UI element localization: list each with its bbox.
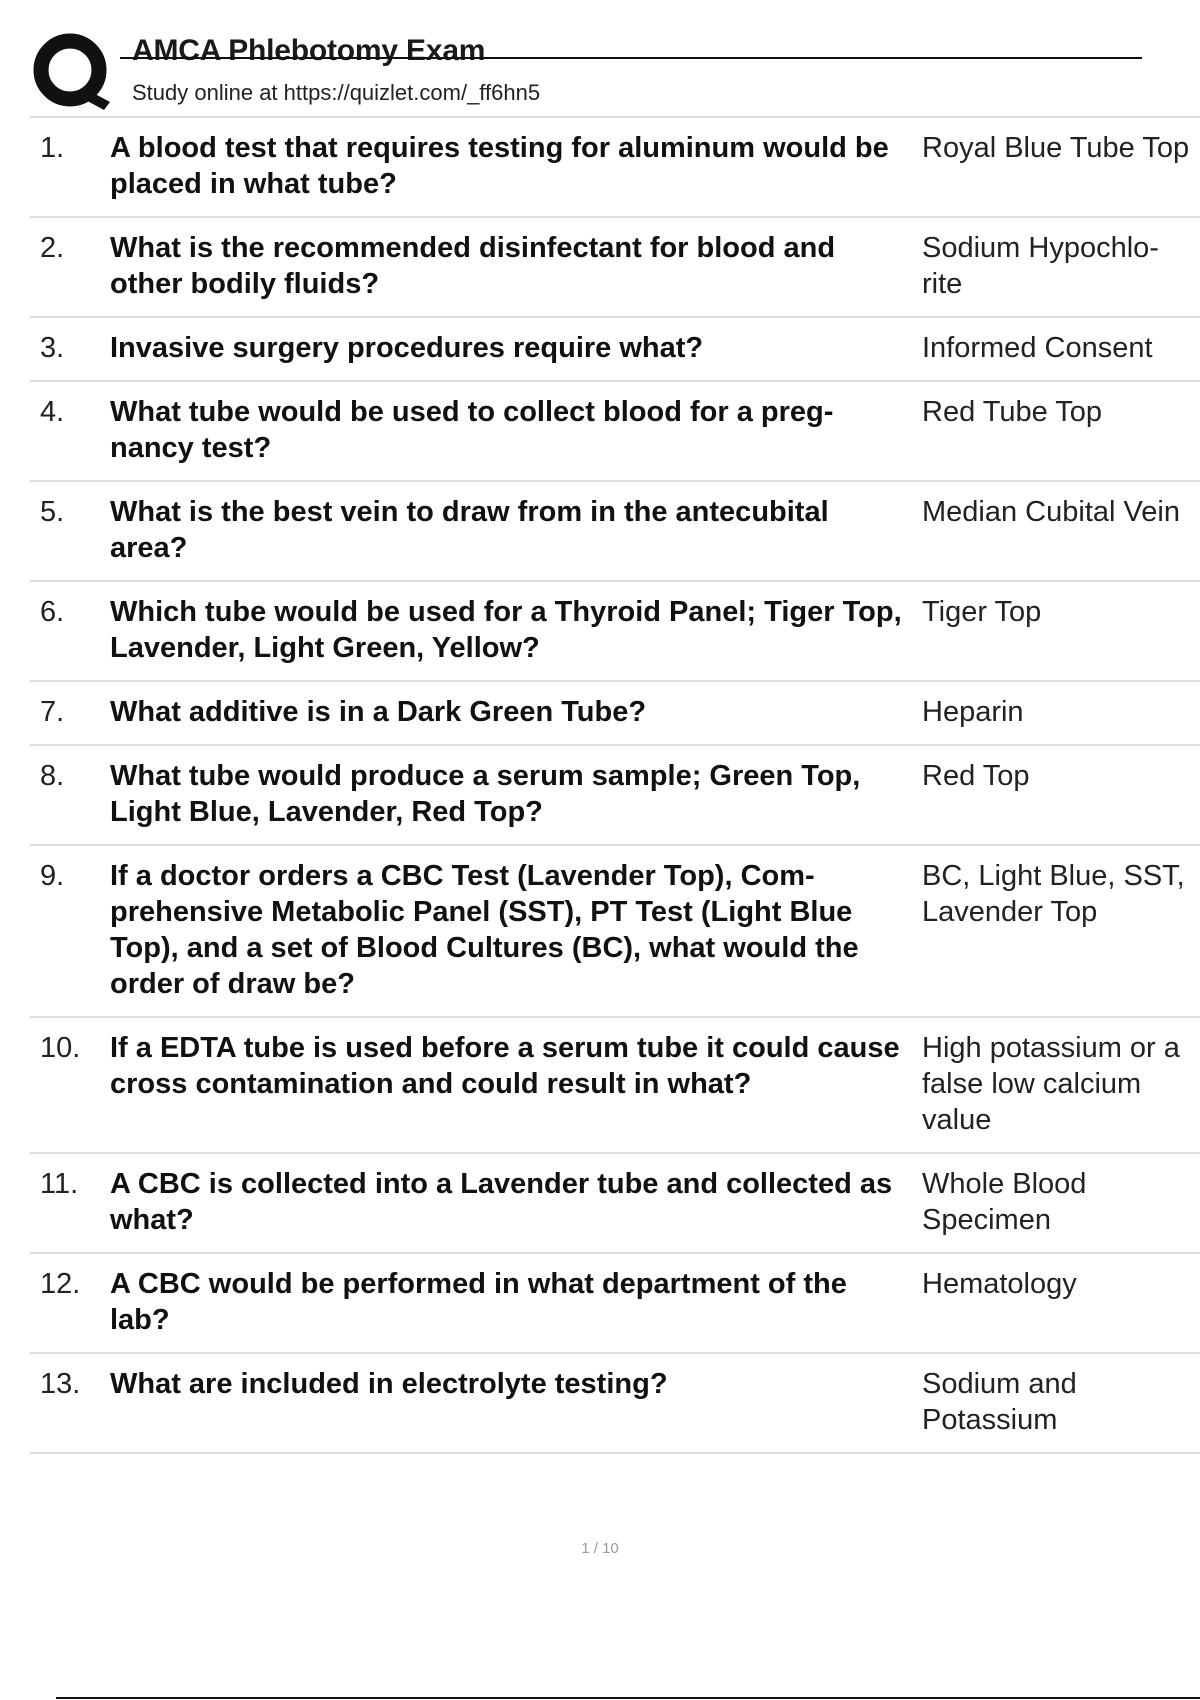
- flashcard-row: [30, 482, 1200, 582]
- flashcard-row: [30, 1254, 1200, 1354]
- flashcard-row: [30, 1018, 1200, 1154]
- flashcard-number: 6.: [40, 596, 65, 628]
- flashcard-row: [30, 682, 1200, 746]
- flashcard-question: What is the best vein to draw from in the antecubital area?: [110, 496, 829, 564]
- flashcard-answer: Heparin: [922, 696, 1024, 728]
- flashcard-answer: Hematology: [922, 1268, 1077, 1300]
- flashcard-number: 13.: [40, 1368, 81, 1400]
- flashcard-question: A blood test that requires testing for aluminum would be placed in what tube?: [110, 132, 889, 200]
- flashcard-row: [30, 1154, 1200, 1254]
- flashcard-list: [30, 116, 1200, 1454]
- flashcard-row: [30, 118, 1200, 218]
- flashcard-answer: Tiger Top: [922, 596, 1042, 628]
- flashcard-answer: High potassium or a false low calcium value: [922, 1032, 1180, 1136]
- flashcard-answer: Median Cubital Vein: [922, 496, 1180, 528]
- flashcard-row: [30, 218, 1200, 318]
- flashcard-number: 7.: [40, 696, 65, 728]
- flashcard-question: What is the recommended disinfectant for blood and other bodily fluids?: [110, 232, 836, 300]
- title-divider: [120, 57, 1142, 59]
- flashcard-answer: Red Tube Top: [922, 396, 1103, 428]
- flashcard-answer: Sodium Hypochlo-rite: [922, 232, 1159, 300]
- flashcard-number: 3.: [40, 332, 65, 364]
- flashcard-row: [30, 318, 1200, 382]
- flashcard-number: 4.: [40, 396, 65, 428]
- flashcard-answer: Sodium and Potassium: [922, 1368, 1077, 1436]
- flashcard-question: If a EDTA tube is used before a serum tube it could cause cross contamination and could result in what?: [110, 1032, 900, 1100]
- flashcard-row: [30, 1354, 1200, 1454]
- page-number: 1 / 10: [581, 1540, 619, 1557]
- flashcard-question: What are included in electrolyte testing?: [110, 1368, 668, 1400]
- flashcard-answer: Informed Consent: [922, 332, 1153, 364]
- page-title: AMCA Phlebotomy Exam: [132, 34, 486, 67]
- flashcard-number: 9.: [40, 860, 65, 892]
- flashcard-question: What tube would be used to collect blood for a preg-nancy test?: [110, 396, 834, 464]
- flashcard-number: 12.: [40, 1268, 81, 1300]
- flashcard-number: 10.: [40, 1032, 81, 1064]
- flashcard-answer: Red Top: [922, 760, 1030, 792]
- flashcard-row: [30, 846, 1200, 1018]
- flashcard-row: [30, 382, 1200, 482]
- flashcard-number: 5.: [40, 496, 65, 528]
- flashcard-question: A CBC would be performed in what department of the lab?: [110, 1268, 847, 1336]
- flashcard-question: What tube would produce a serum sample; Green Top, Light Blue, Lavender, Red Top?: [110, 760, 861, 828]
- flashcard-question: A CBC is collected into a Lavender tube and collected as what?: [110, 1168, 893, 1236]
- bottom-divider: [56, 1697, 1200, 1699]
- flashcard-question: If a doctor orders a CBC Test (Lavender Top), Com-prehensive Metabolic Panel (SST), PT Test (Light Blue Top), and a set of Blood Cultures (BC), what would the order of draw be?: [110, 860, 859, 1000]
- flashcard-answer: Whole Blood Specimen: [922, 1168, 1087, 1236]
- flashcard-answer: Royal Blue Tube Top: [922, 132, 1190, 164]
- flashcard-question: What additive is in a Dark Green Tube?: [110, 696, 647, 728]
- flashcard-question: Invasive surgery procedures require what?: [110, 332, 704, 364]
- flashcard-number: 8.: [40, 760, 65, 792]
- flashcard-number: 1.: [40, 132, 65, 164]
- flashcard-answer: BC, Light Blue, SST, Lavender Top: [922, 860, 1185, 928]
- flashcard-question: Which tube would be used for a Thyroid Panel; Tiger Top, Lavender, Light Green, Yellow?: [110, 596, 902, 664]
- quizlet-q-logo-icon: [32, 32, 112, 112]
- flashcard-row: [30, 582, 1200, 682]
- study-online-link[interactable]: Study online at https://quizlet.com/_ff6hn5: [132, 80, 541, 105]
- flashcard-row: [30, 746, 1200, 846]
- page-header: [0, 0, 1200, 118]
- flashcard-number: 2.: [40, 232, 65, 264]
- flashcard-number: 11.: [40, 1168, 79, 1200]
